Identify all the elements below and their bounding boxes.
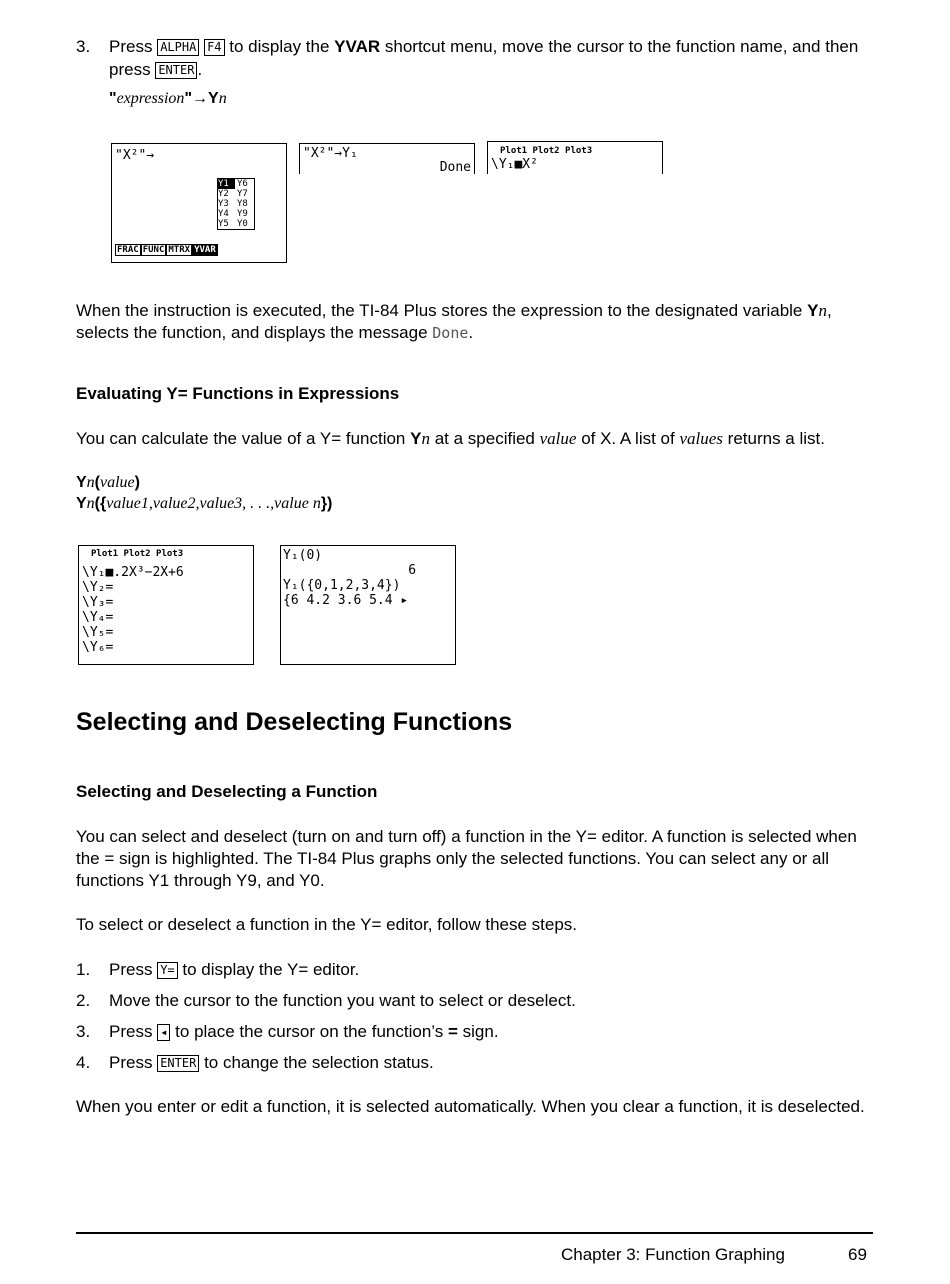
syntax-store-expression: "expression"→Yn <box>109 90 227 107</box>
tab-yvar: YVAR <box>194 245 216 255</box>
screen-line: "X²"→ <box>115 148 155 163</box>
syntax-line-list: Yn({value1,value2,value3, . . .,value n}) <box>76 495 333 512</box>
done-message: Done <box>432 324 469 342</box>
syntax-line-single: Yn(value) <box>76 474 140 491</box>
yvar-menu-list <box>217 178 255 230</box>
menu-row: Y2 Y7 <box>218 189 248 199</box>
page-number: 69 <box>848 1245 867 1264</box>
enter-key: ENTER <box>155 62 197 79</box>
paragraph-steps-intro: To select or deselect a function in the Y= editor, follow these steps. <box>76 915 578 934</box>
paragraph-selecting: You can select and deselect (turn on and turn off) a function in the Y= editor. A function is selected when the = sign is highlighted. The TI-84 Plus graphs only the selected functions. You can select any or all functions Y1 through Y9, and Y0. <box>76 827 857 890</box>
calculator-screen-y-editor-function: Plot1 Plot2 Plot3 \Y₁■.2X³−2X+6 \Y₂= \Y₃= \Y₄= \Y₅= \Y₆= <box>78 545 254 665</box>
menu-row: Y1 Y6 <box>218 179 248 189</box>
calculator-screen-y-editor: Plot1 Plot2 Plot3 \Y₁■X² <box>487 141 663 174</box>
chapter-section-heading: Selecting and Deselecting Functions <box>76 708 513 736</box>
syntax-evaluate <box>76 472 332 514</box>
menu-row: Y3 Y8 <box>218 199 248 209</box>
footer-rule <box>76 1232 873 1234</box>
menu-row: Y5 Y0 <box>218 219 248 229</box>
step-text: Press ALPHA F4 to display the YVAR shortcut menu, move the cursor to the function name, and then press ENTER . <box>109 37 859 79</box>
tab-frac: FRAC <box>117 245 139 255</box>
tab-func: FUNC <box>142 245 165 255</box>
step-number: 3. <box>76 37 91 56</box>
paragraph-instruction-executed: When the instruction is executed, the TI-84 Plus stores the expression to the designated variable Yn, selects the function, and displays the message Done. <box>76 301 832 342</box>
left-arrow-key: ◂ <box>157 1024 170 1041</box>
calculator-screen-home-evaluate: Y₁(0) 6 Y₁({0,1,2,3,4}) {6 4.2 3.6 5.4 ▸ <box>280 545 456 665</box>
paragraph-evaluating: You can calculate the value of a Y= function Yn at a specified value of X. A list of values returns a list. <box>76 429 825 448</box>
footer-chapter: Chapter 3: Function Graphing <box>561 1245 785 1264</box>
tab-mtrx: MTRX <box>168 245 191 255</box>
menu-tab-bar <box>115 244 218 256</box>
y-equals-key: Y= <box>157 962 177 979</box>
section-heading-selecting: Selecting and Deselecting a Function <box>76 782 378 801</box>
section-heading-evaluating: Evaluating Y= Functions in Expressions <box>76 384 400 403</box>
paragraph-auto-select: When you enter or edit a function, it is selected automatically. When you clear a function, it is deselected. <box>76 1097 865 1116</box>
f4-key: F4 <box>204 39 224 56</box>
calculator-screen-done: "X²"→Y₁ Done <box>299 143 475 174</box>
alpha-key: ALPHA <box>157 39 199 56</box>
calculator-screen-yvar-menu <box>111 143 287 263</box>
enter-key: ENTER <box>157 1055 199 1072</box>
menu-row: Y4 Y9 <box>218 209 248 219</box>
